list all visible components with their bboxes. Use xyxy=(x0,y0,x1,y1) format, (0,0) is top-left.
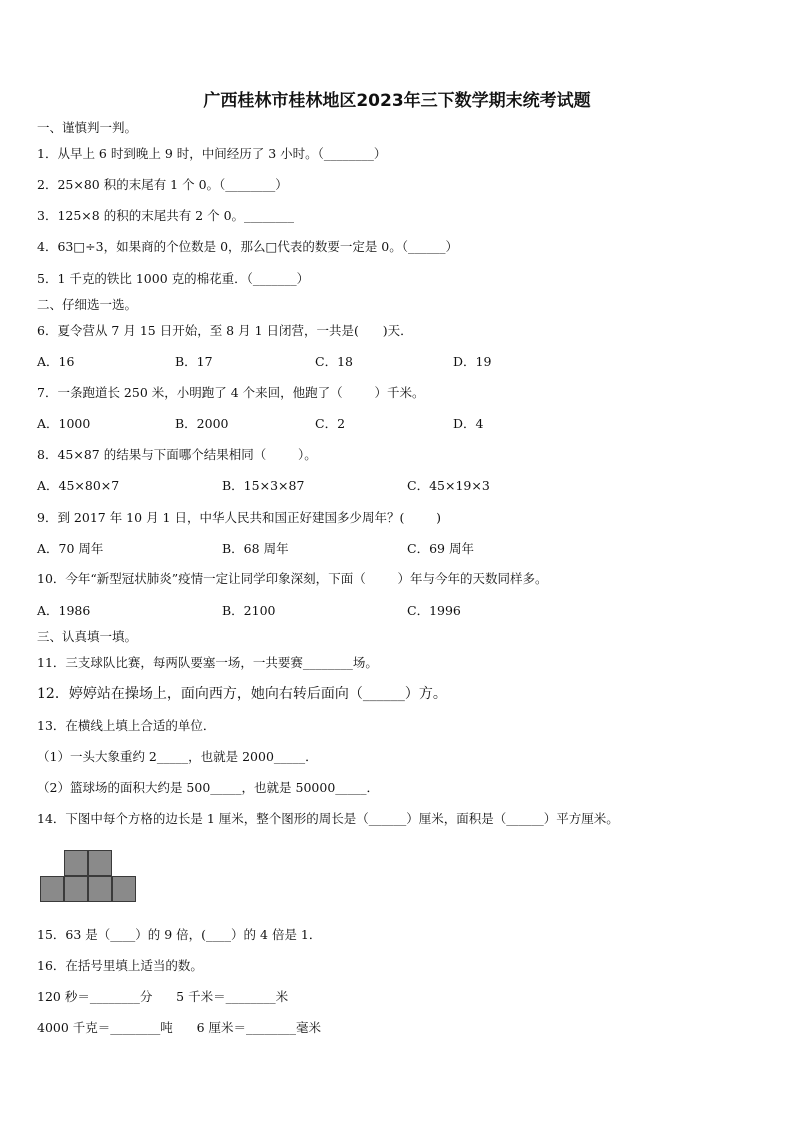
question-10: 10．今年“新型冠状肺炎”疫情一定让同学印象深刻，下面（ ）年与今年的天数同样多。 xyxy=(37,571,548,586)
question-16-line-2: 4000 千克＝________吨 6 厘米＝________毫米 xyxy=(37,1020,322,1035)
section-1-heading: 一、谨慎判一判。 xyxy=(37,120,138,135)
q6-option-d: D．19 xyxy=(453,354,492,369)
question-16-line-1: 120 秒＝________分 5 千米＝________米 xyxy=(37,989,289,1004)
q9-option-c: C．69 周年 xyxy=(407,541,474,556)
question-2: 2．25×80 积的末尾有 1 个 0。（________） xyxy=(37,177,288,192)
grid-square xyxy=(112,876,136,902)
q8-option-b: B．15×3×87 xyxy=(222,478,305,493)
q7-option-b: B．2000 xyxy=(175,416,229,431)
question-7: 7．一条跑道长 250 米，小明跑了 4 个来回，他跑了（ ）千米。 xyxy=(37,385,425,400)
grid-square xyxy=(64,850,88,876)
grid-square xyxy=(88,876,112,902)
q7-option-c: C．2 xyxy=(315,416,346,431)
question-9: 9．到 2017 年 10 月 1 日，中华人民共和国正好建国多少周年？( ) xyxy=(37,510,442,525)
q8-option-c: C．45×19×3 xyxy=(407,478,490,493)
question-12: 12．婷婷站在操场上，面向西方，她向右转后面向（______）方。 xyxy=(37,686,447,702)
square-grid-figure xyxy=(40,850,138,905)
q9-option-b: B．68 周年 xyxy=(222,541,289,556)
q7-option-d: D．4 xyxy=(453,416,484,431)
section-3-heading: 三、认真填一填。 xyxy=(37,629,138,644)
page-title: 广西桂林市桂林地区2023年三下数学期末统考试题 xyxy=(203,91,591,111)
q10-option-b: B．2100 xyxy=(222,603,276,618)
q7-option-a: A．1000 xyxy=(37,416,91,431)
grid-square xyxy=(64,876,88,902)
q10-option-c: C．1996 xyxy=(407,603,461,618)
question-16: 16．在括号里填上适当的数。 xyxy=(37,958,203,973)
question-1: 1．从早上 6 时到晚上 9 时，中间经历了 3 小时。（________） xyxy=(37,146,387,161)
question-11: 11．三支球队比赛，每两队要塞一场，一共要赛________场。 xyxy=(37,655,378,670)
q8-option-a: A．45×80×7 xyxy=(37,478,120,493)
question-14: 14．下图中每个方格的边长是 1 厘米，整个图形的周长是（______）厘米，面积是（______）平方厘米。 xyxy=(37,811,619,826)
q6-option-b: B．17 xyxy=(175,354,213,369)
q6-option-a: A．16 xyxy=(37,354,75,369)
grid-square xyxy=(40,876,64,902)
question-5: 5．1 千克的铁比 1000 克的棉花重．（_______） xyxy=(37,271,310,286)
q9-option-a: A．70 周年 xyxy=(37,541,104,556)
question-3: 3．125×8 的积的末尾共有 2 个 0。________ xyxy=(37,208,295,223)
q6-option-c: C．18 xyxy=(315,354,353,369)
grid-square xyxy=(88,850,112,876)
question-13-part-2: （2）篮球场的面积大约是 500_____，也就是 50000_____． xyxy=(37,780,380,795)
q10-option-a: A．1986 xyxy=(37,603,91,618)
section-2-heading: 二、仔细选一选。 xyxy=(37,297,138,312)
question-13-part-1: （1）一头大象重约 2_____，也就是 2000_____． xyxy=(37,749,318,764)
question-8: 8．45×87 的结果与下面哪个结果相同（ ）。 xyxy=(37,447,317,462)
question-4: 4．63□÷3，如果商的个位数是 0，那么□代表的数要一定是 0。（______） xyxy=(37,239,459,254)
question-15: 15．63 是（____）的 9 倍，(____）的 4 倍是 1． xyxy=(37,927,322,942)
question-13: 13．在横线上填上合适的单位． xyxy=(37,718,216,733)
question-6: 6．夏令营从 7 月 15 日开始，至 8 月 1 日闭营，一共是( )天． xyxy=(37,323,413,338)
